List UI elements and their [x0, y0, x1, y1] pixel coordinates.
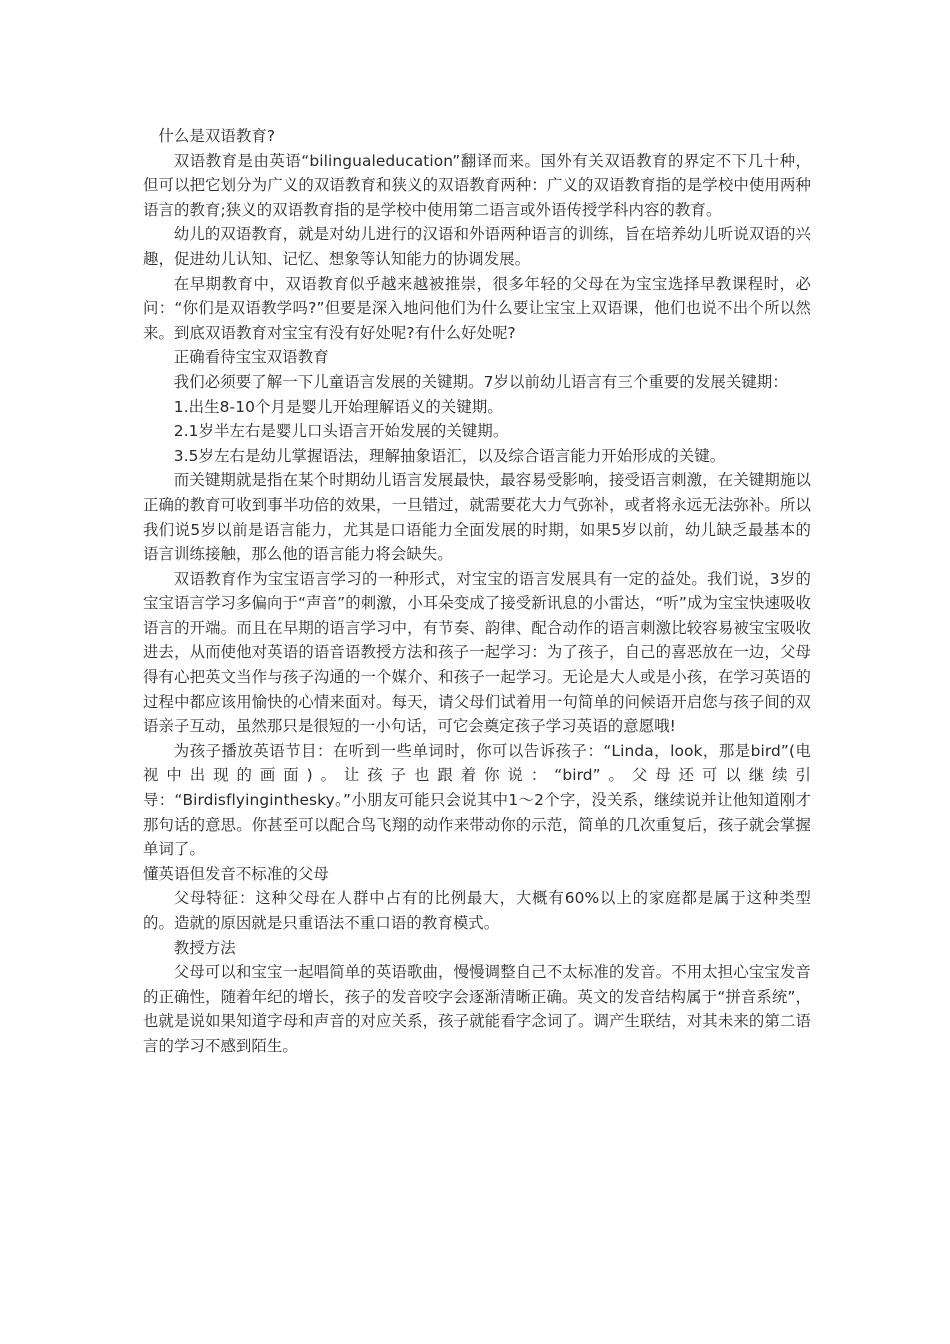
paragraph: 而关键期就是指在某个时期幼儿语言发展最快，最容易受影响，接受语言刺激，在关键期施以正确的教育可收到事半功倍的效果，一旦错过，就需要花大力气弥补，或者将永远无法弥补。所以我们说5岁以前是语言能力，尤其是口语能力全面发展的时期，如果5岁以前，幼儿缺乏最基本的语言训练接触，那么他的语言能力将会缺失。	[143, 471, 811, 564]
section-heading: 懂英语但发音不标准的父母	[143, 864, 329, 883]
paragraph: 为孩子播放英语节目：在听到一些单词时，你可以告诉孩子：“Linda，look，那是bird”(电视中出现的画面)。让孩子也跟着你说：“bird”。父母还可以继续引导：“Birdisflyinginthesky。”小朋友可能只会说其中1～2个字，没关系，继续说并让他知道刚才那句话的意思。你甚至可以配合鸟飞翔的动作来带动你的示范，简单的几次重复后，孩子就会掌握单词了。	[143, 741, 811, 859]
document-body	[143, 124, 811, 1059]
section-heading: 教授方法	[173, 938, 236, 957]
paragraph: 父母特征：这种父母在人群中占有的比例最大，大概有60%以上的家庭都是属于这种类型的。造就的原因就是只重语法不重口语的教育模式。	[143, 889, 811, 932]
paragraph: 双语教育作为宝宝语言学习的一种形式，对宝宝的语言发展具有一定的益处。我们说，3岁的宝宝语言学习多偏向于“声音”的刺激，小耳朵变成了接受新讯息的小雷达，“听”成为宝宝快速吸收语言的开端。而且在早期的语言学习中，有节奏、韵律、配合动作的语言刺激比较容易被宝宝吸收进去，从而使他对英语的语音语教授方法和孩子一起学习：为了孩子，自己的喜恶放在一边，父母得有心把英文当作与孩子沟通的一个媒介、和孩子一起学习。无论是大人或是小孩，在学习英语的过程中都应该用愉快的心情来面对。每天，请父母们试着用一句简单的问候语开启您与孩子间的双语亲子互动，虽然那只是很短的一小句话，可它会奠定孩子学习英语的意愿哦!	[143, 569, 811, 736]
list-item: 3.5岁左右是幼儿掌握语法，理解抽象语汇，以及综合语言能力开始形成的关键。	[173, 446, 726, 465]
section-heading: 正确看待宝宝双语教育	[173, 348, 329, 367]
list-item: 2.1岁半左右是婴儿口头语言开始发展的关键期。	[173, 422, 509, 441]
paragraph: 在早期教育中，双语教育似乎越来越被推崇，很多年轻的父母在为宝宝选择早教课程时，必问：“你们是双语教学吗?”但要是深入地问他们为什么要让宝宝上双语课，他们也说不出个所以然来。到底双语教育对宝宝有没有好处呢?有什么好处呢?	[143, 274, 811, 342]
paragraph: 幼儿的双语教育，就是对幼儿进行的汉语和外语两种语言的训练，旨在培养幼儿听说双语的兴趣，促进幼儿认知、记忆、想象等认知能力的协调发展。	[143, 225, 811, 268]
paragraph: 我们必须要了解一下儿童语言发展的关键期。7岁以前幼儿语言有三个重要的发展关键期：	[173, 372, 788, 391]
heading-what-is-bilingual: 什么是双语教育?	[158, 127, 276, 145]
paragraph: 双语教育是由英语“bilingualeducation”翻译而来。国外有关双语教育的界定不下几十种，但可以把它划分为广义的双语教育和狭义的双语教育两种：广义的双语教育指的是学校中使用两种语言的教育;狭义的双语教育指的是学校中使用第二语言或外语传授学科内容的教育。	[143, 151, 811, 219]
paragraph: 父母可以和宝宝一起唱简单的英语歌曲，慢慢调整自己不太标准的发音。不用太担心宝宝发音的正确性，随着年纪的增长，孩子的发音咬字会逐渐清晰正确。英文的发音结构属于“拼音系统”，也就是说如果知道字母和声音的对应关系，孩子就能看字念词了。调产生联结，对其未来的第二语言的学习不感到陌生。	[143, 963, 811, 1055]
list-item: 1.出生8-10个月是婴儿开始理解语义的关键期。	[173, 397, 503, 416]
